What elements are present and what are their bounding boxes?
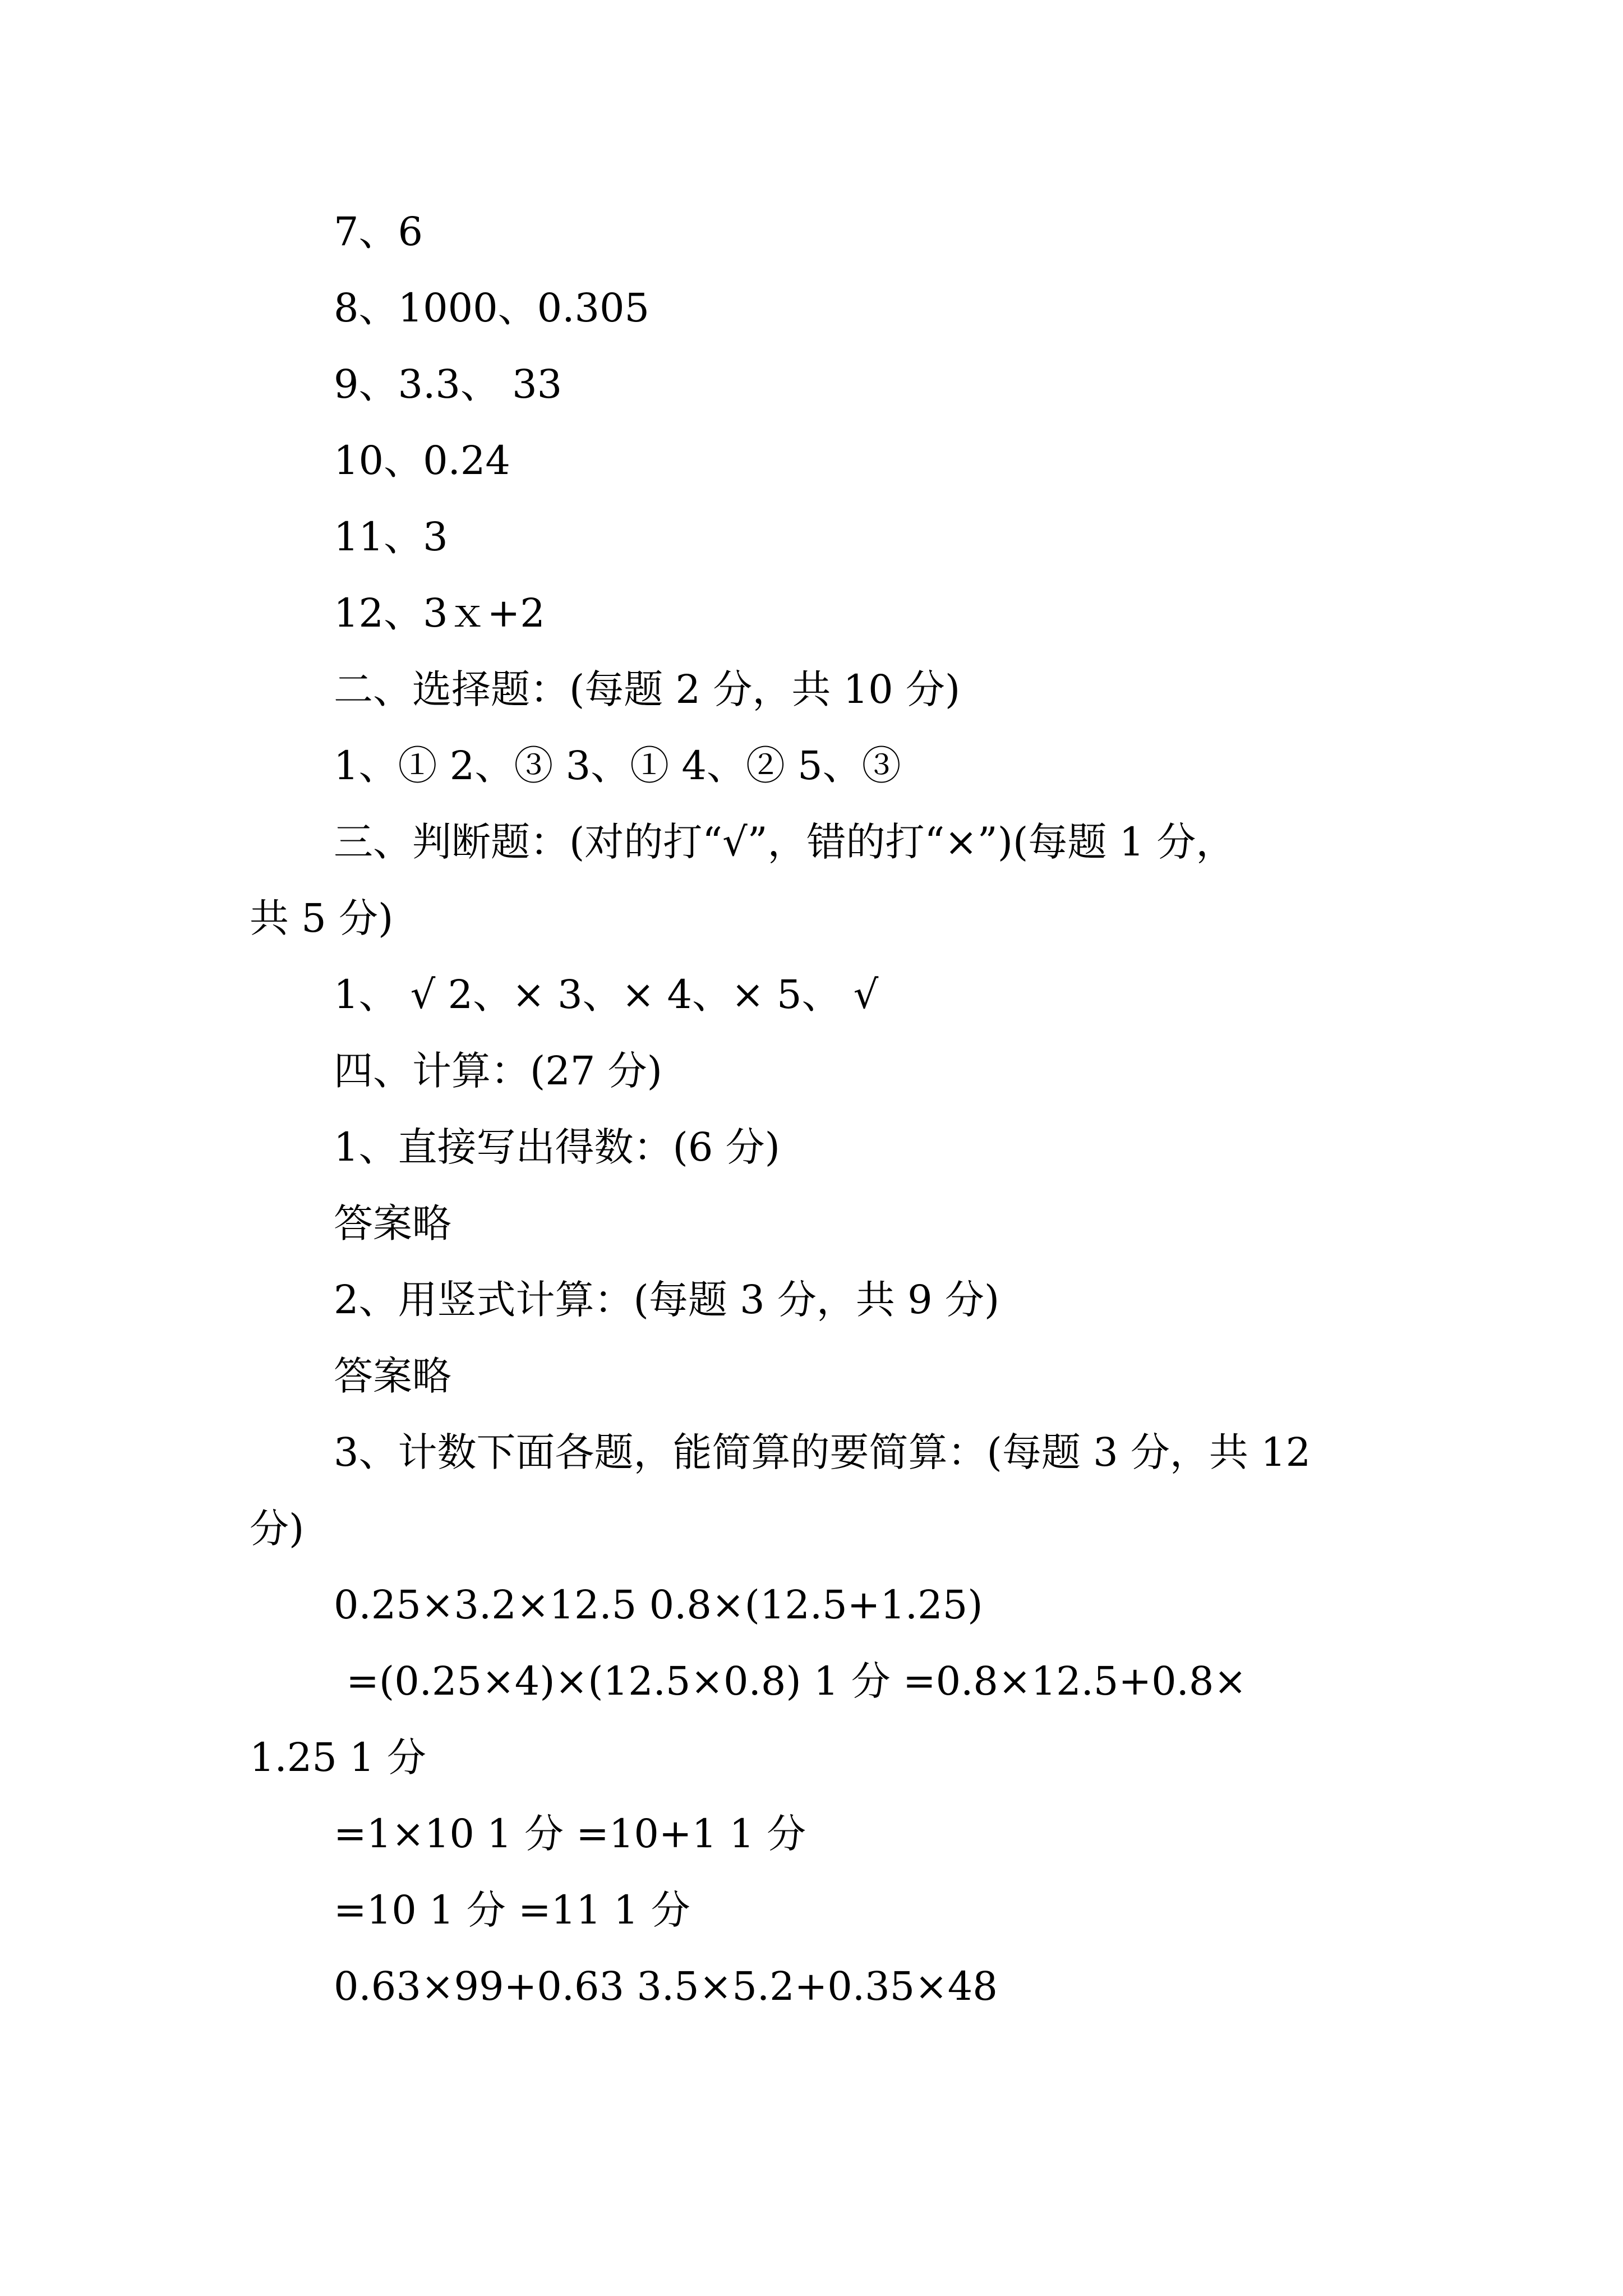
judgement-answers: 1、 √ 2、× 3、× 4、× 5、 √ (334, 972, 879, 1018)
answer-line-9: 9、3.3、 33 (334, 361, 562, 407)
subsection-direct-answers: 1、直接写出得数：(6 分) (334, 1124, 780, 1170)
calculation-line: =(0.25×4)×(12.5×0.8) 1 分 =0.8×12.5+0.8× (334, 1658, 1247, 1704)
section-heading-judgement-cont: 共 5 分) (250, 895, 394, 941)
answer-line-11: 11、3 (334, 514, 448, 560)
answer-line-7: 7、6 (334, 209, 423, 255)
calculation-line: 0.25×3.2×12.5 0.8×(12.5+1.25) (334, 1582, 983, 1628)
calculation-line: 0.63×99+0.63 3.5×5.2+0.35×48 (334, 1963, 998, 2009)
calculation-line-cont: 1.25 1 分 (250, 1734, 426, 1780)
choice-answers: 1、① 2、③ 3、① 4、② 5、③ (334, 743, 901, 789)
answer-line-8: 8、1000、0.305 (334, 285, 650, 331)
document-body (250, 194, 1394, 2024)
answer-omitted: 答案略 (334, 1353, 451, 1399)
answer-line-12: 12、3ｘ+2 (334, 590, 545, 636)
answer-omitted: 答案略 (334, 1200, 451, 1246)
calculation-line: =1×10 1 分 =10+1 1 分 (334, 1811, 806, 1857)
calculation-line: =10 1 分 =11 1 分 (334, 1887, 690, 1933)
subsection-simplified-calculation: 3、计数下面各题，能简算的要简算：(每题 3 分，共 12 (334, 1429, 1311, 1475)
answer-line-10: 10、0.24 (334, 438, 510, 484)
subsection-simplified-calculation-cont: 分) (250, 1506, 305, 1552)
section-heading-judgement: 三、判断题：(对的打“√”，错的打“×”)(每题 1 分， (334, 819, 1235, 865)
section-heading-calculation: 四、计算：(27 分) (334, 1048, 662, 1094)
subsection-vertical-calculation: 2、用竖式计算：(每题 3 分，共 9 分) (334, 1277, 1000, 1323)
section-heading-choice: 二、选择题：(每题 2 分，共 10 分) (334, 666, 961, 712)
